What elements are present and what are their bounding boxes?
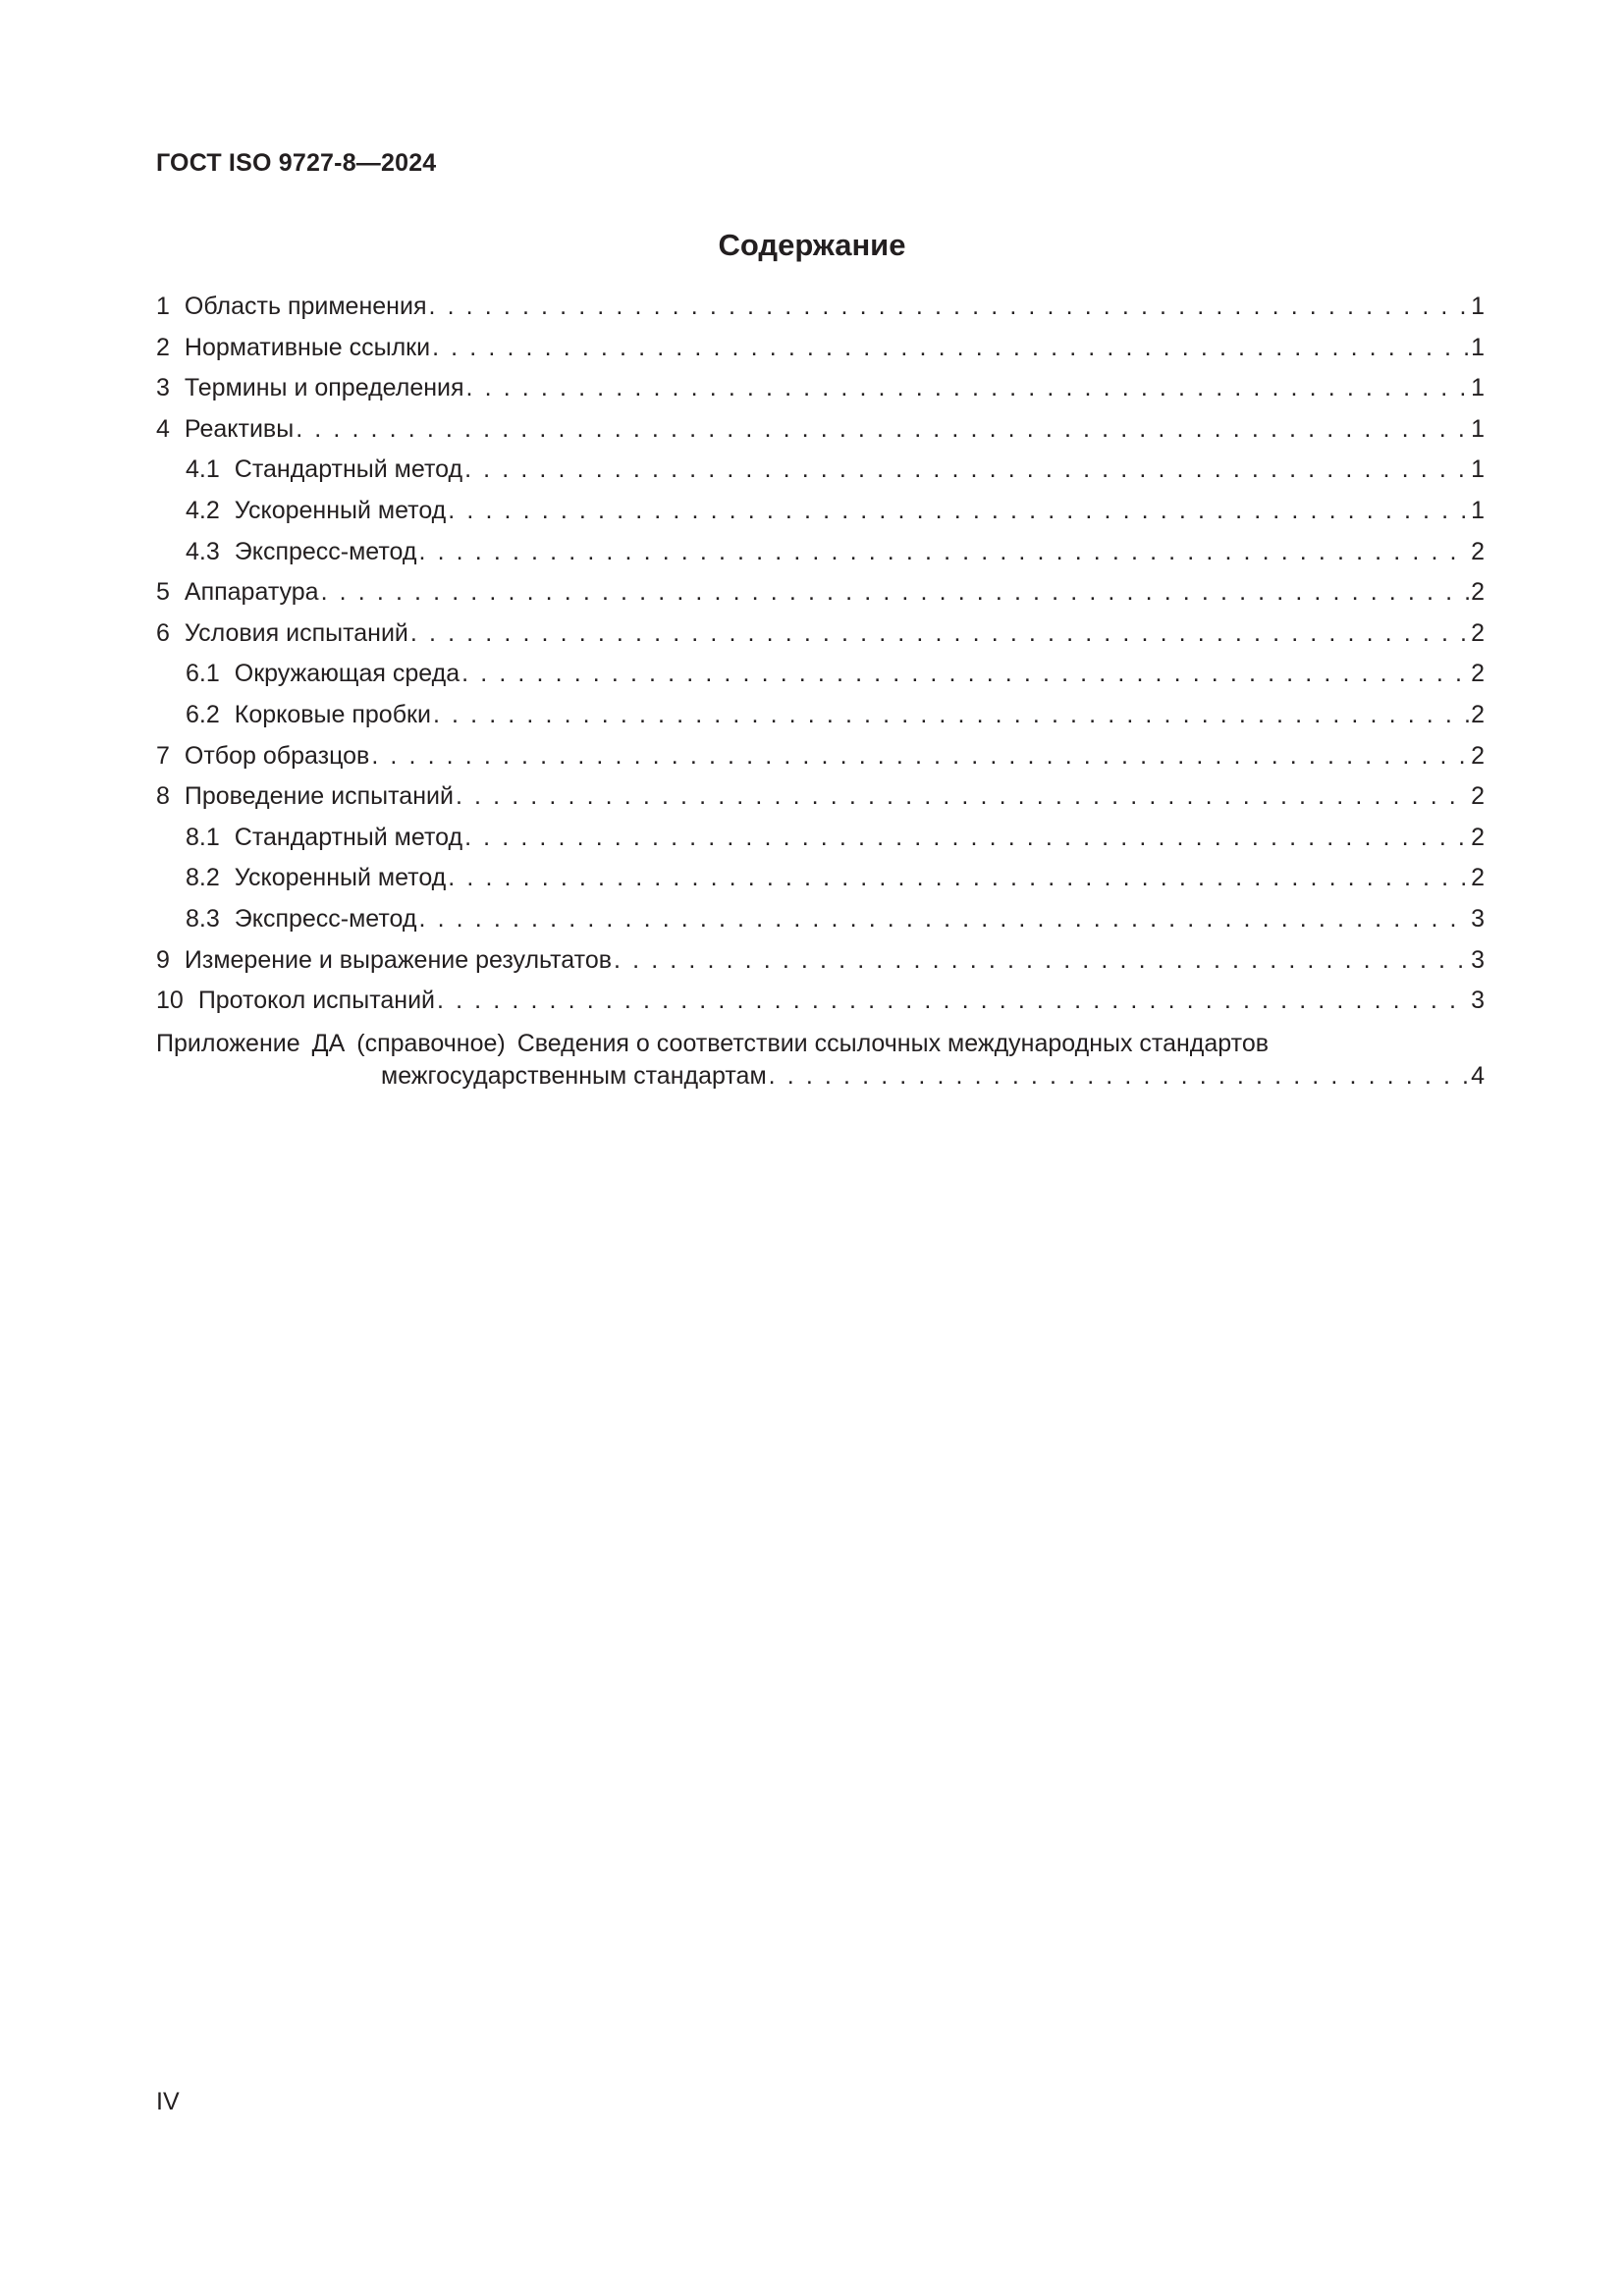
toc-entry-label: Стандартный метод xyxy=(234,823,463,851)
toc-page-number: 3 xyxy=(1471,904,1485,933)
toc-entry-label: Проведение испытаний xyxy=(184,782,454,811)
toc-page-number: 2 xyxy=(1471,578,1485,607)
toc-entry-label: Аппаратура xyxy=(184,578,319,607)
toc-entry-number: 8.2 xyxy=(186,864,220,892)
toc-page-number: 2 xyxy=(1471,700,1485,728)
toc-page-number: 2 xyxy=(1471,864,1485,892)
toc-entry[interactable] xyxy=(156,736,1485,777)
leader-dots xyxy=(464,450,1469,491)
toc-entry-label: Стандартный метод xyxy=(234,455,463,484)
toc-entry-label: Ускоренный метод xyxy=(234,864,447,892)
toc-entries xyxy=(156,287,1485,1022)
toc-entry[interactable] xyxy=(156,818,1485,859)
toc-page-number: 1 xyxy=(1471,374,1485,402)
appendix-prefix: Приложение xyxy=(156,1029,300,1057)
toc-page-number: 2 xyxy=(1471,823,1485,851)
toc-entry-number: 9 xyxy=(156,945,170,974)
appendix-continuation-line xyxy=(156,1060,1485,1093)
leader-dots xyxy=(437,981,1469,1022)
appendix-heading-line xyxy=(156,1028,1485,1060)
toc-page-number: 3 xyxy=(1471,987,1485,1015)
leader-dots xyxy=(769,1060,1469,1093)
toc-entry[interactable] xyxy=(156,981,1485,1022)
toc-entry[interactable] xyxy=(156,858,1485,899)
toc-entry[interactable] xyxy=(156,695,1485,736)
toc-page-number: 1 xyxy=(1471,293,1485,320)
toc-entry[interactable] xyxy=(156,572,1485,614)
toc-entry[interactable] xyxy=(156,409,1485,451)
toc-entry-number: 6.2 xyxy=(186,700,220,728)
page-number: IV xyxy=(156,2088,180,2115)
leader-dots xyxy=(419,532,1470,573)
leader-dots xyxy=(371,736,1469,777)
leader-dots xyxy=(321,572,1470,614)
toc-entry-number: 8 xyxy=(156,782,170,811)
toc-entry-label: Условия испытаний xyxy=(184,618,408,647)
toc-appendix-entry[interactable] xyxy=(156,1028,1485,1093)
toc-page-number: 2 xyxy=(1471,618,1485,647)
toc-page-number: 2 xyxy=(1471,741,1485,770)
leader-dots xyxy=(461,654,1469,695)
toc-entry-number: 5 xyxy=(156,578,170,607)
toc-page-number: 2 xyxy=(1471,537,1485,565)
leader-dots xyxy=(410,614,1469,655)
toc-entry-number: 4.1 xyxy=(186,455,220,484)
toc-entry-label: Корковые пробки xyxy=(234,700,431,728)
toc-entry-label: Реактивы xyxy=(184,414,295,443)
leader-dots xyxy=(428,287,1469,328)
toc-entry-label: Термины и определения xyxy=(184,374,464,402)
toc-entry-label: Окружающая среда xyxy=(234,660,460,688)
toc-entry[interactable] xyxy=(156,450,1485,491)
toc-entry[interactable] xyxy=(156,940,1485,982)
toc-entry-label: Отбор образцов xyxy=(184,741,370,770)
toc-entry-number: 4.3 xyxy=(186,537,220,565)
toc-entry-number: 6.1 xyxy=(186,660,220,688)
toc-entry-number: 1 xyxy=(156,293,170,320)
toc-entry[interactable] xyxy=(156,899,1485,940)
leader-dots xyxy=(419,899,1470,940)
toc-entry-number: 6 xyxy=(156,618,170,647)
toc-page-number: 2 xyxy=(1471,782,1485,811)
leader-dots xyxy=(614,940,1469,982)
leader-dots xyxy=(296,409,1469,451)
toc-entry[interactable] xyxy=(156,328,1485,369)
toc-entry-label: Область применения xyxy=(184,293,427,320)
toc-entry-label: Нормативные ссылки xyxy=(184,333,431,361)
toc-entry-number: 3 xyxy=(156,374,170,402)
toc-entry-number: 2 xyxy=(156,333,170,361)
toc-entry-label: Протокол испытаний xyxy=(197,987,435,1015)
toc-entry[interactable] xyxy=(156,368,1485,409)
toc-entry-label: Экспресс-метод xyxy=(234,904,417,933)
toc-entry-label: Ускоренный метод xyxy=(234,496,447,524)
leader-dots xyxy=(456,776,1469,818)
leader-dots xyxy=(466,368,1470,409)
toc-title: Содержание xyxy=(718,228,906,262)
document-code: ГОСТ ISO 9727-8—2024 xyxy=(156,149,437,177)
toc-page-number: 1 xyxy=(1471,455,1485,484)
table-of-contents xyxy=(156,287,1485,1093)
toc-page-number: 1 xyxy=(1471,414,1485,443)
toc-page-number: 1 xyxy=(1471,333,1485,361)
toc-entry-number: 10 xyxy=(156,987,184,1015)
toc-entry[interactable] xyxy=(156,776,1485,818)
appendix-title-line1: Сведения о соответствии ссылочных международных стандартов xyxy=(516,1029,1270,1057)
leader-dots xyxy=(464,818,1469,859)
toc-page-number: 4 xyxy=(1471,1061,1485,1090)
toc-page-number: 2 xyxy=(1471,660,1485,688)
toc-entry-label: Измерение и выражение результатов xyxy=(184,945,613,974)
toc-entry-number: 8.3 xyxy=(186,904,220,933)
toc-entry-label: Экспресс-метод xyxy=(234,537,417,565)
appendix-letter: ДА xyxy=(311,1029,346,1057)
toc-entry-number: 8.1 xyxy=(186,823,220,851)
toc-entry[interactable] xyxy=(156,287,1485,328)
toc-entry[interactable] xyxy=(156,532,1485,573)
toc-entry-number: 4 xyxy=(156,414,170,443)
appendix-title-line2: межгосударственным стандартам xyxy=(381,1061,767,1090)
leader-dots xyxy=(433,695,1469,736)
toc-entry[interactable] xyxy=(156,654,1485,695)
toc-entry[interactable] xyxy=(156,614,1485,655)
toc-page-number: 3 xyxy=(1471,945,1485,974)
leader-dots xyxy=(448,858,1469,899)
toc-entry-number: 7 xyxy=(156,741,170,770)
appendix-kind: (справочное) xyxy=(356,1029,506,1057)
leader-dots xyxy=(432,328,1469,369)
toc-entry-number: 4.2 xyxy=(186,496,220,524)
leader-dots xyxy=(448,491,1469,532)
toc-entry[interactable] xyxy=(156,491,1485,532)
toc-page-number: 1 xyxy=(1471,496,1485,524)
